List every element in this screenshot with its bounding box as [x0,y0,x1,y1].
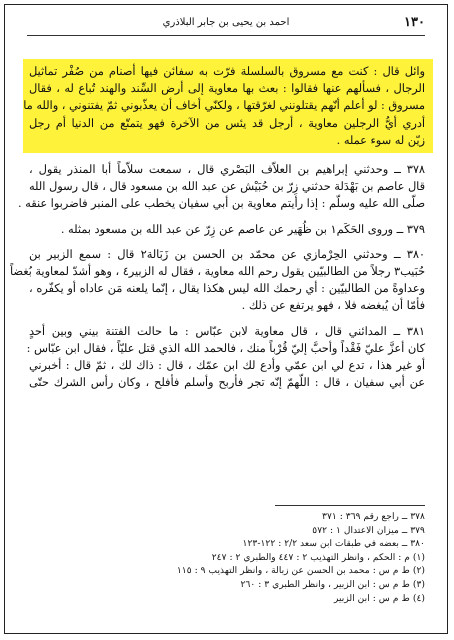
text-line: أو غير هذا ، تدع لي ابن عمّي وأدع لك ابن عمّك ، قال : ذاك لك ، ثمّ قال : أخبرني [29,359,425,373]
text-line: زيّن له سوء عمله . [336,133,425,147]
text-line: أدري أيُّ الرجلين معاوية ، أرجل قد يئس من الآخرة فهو يتمتّع من الدنيا أم رجل [29,116,425,130]
text-line: وائل قال : كنت مع مسروق بالسلسلة فرّت به سفائن فيها أصنام من صُفْر تماثيل [29,65,425,78]
footnote: ٣٨٠ ــ بعضه في طبقات ابن سعد ٢/٢ : ١٢٢-١٢٣ [242,538,425,550]
paragraph-381 [26,323,425,392]
book-page [4,4,448,634]
running-title: احمد بن يحيى بن جابر البلاذري [162,17,290,28]
paragraph-378 [17,161,425,213]
footnote: (١) م : الحكم ، وانظر التهذيب ٢ : ٤٤٧ والطبري ٢ : ٢٤٧ [211,551,425,563]
text-line: قال عاصم بن بَهْدَلة حدثني زِرّ بن حُبَيْش عن عبد الله بن مسعود قال ، قال رسول الله [29,180,425,194]
text-line: كان أعزَّ عليّ فَقْداً وأحبَّ إليّ قُرْباً منك ، فالحمد الله الذي قتل عليّاً ، فقال ابن عبّاس : [26,341,425,355]
text-line: وعداوةً من الطالبيّين : أي رحمك الله ليس هكذا يقال ، إنّما يلعنه مَن عاداه أو يكفّره ، [29,282,425,296]
footnote: ٣٧٩ ــ ميزان الاعتدال ١ : ٥٧٢ [312,524,425,536]
paragraph-380 [9,246,425,315]
text-line: ٣٨٠ ــ وحدثني الحِرْمازي عن محمّد بن الحسن بن زَبَالة٢ قال : سمع الزبير بن [29,247,425,261]
text-line: حُبَيب٣ رجلاً من الطالبيّين يقول رحم الله معاوية ، فقال له الزبير٤ ، وهو أشدّ لمعاوية بُغضاً [9,265,425,279]
text-line: صلّى الله عليه وسلّم : إذا رأيتم معاوية بن أبي سفيان يخطب على المنبر فاضربوا عنقه . [17,197,425,211]
header-rule [27,35,425,36]
footnote: ٣٧٨ ــ راجع رقم ٣٦٩ : ٣٧١ [322,511,425,522]
text-line: مسروق : لو أعلم أنّهم يقتلونني لغرّقتها ، ولكنّي أخاف أن يعذّبوني ثمّ يفتنوني ، والله ما [23,99,425,113]
footnote: (٢) ط م س : محمد بن الحسن عن زبالة ، وانظر التهذيب ٩ : ١١٥ [176,565,425,577]
highlighted-paragraph [23,59,433,153]
page-body [9,59,425,391]
text-line: عن أبي سفيان ، قال : اللّهمّ إنّه تجر فأربح وأسلم فأفلح ، وكان رأس الشرك حتّى [29,376,425,390]
text-line: ٣٧٨ ــ وحدثني إبراهيم بن العلاّف البَصْري قال ، سمعت سلاّماً أبا المنذر يقول ، [29,163,425,177]
page-number: ١٣٠ [404,15,425,30]
text-line: ٣٨١ ــ المدائني قال ، قال معاوية لابن عبّاس : ما حالت الفتنة بيني وبين أحدٍ [29,324,425,338]
text-line: فأمّا أن يُبغضه فلا ، فهو يرتفع عن ذلك . [241,299,425,313]
text-line: الرجال ، فسألهم عنها فقالوا : بعث بها معاوية إلى أرض السِّند والهند تُباع له ، فقال [29,82,425,96]
footnotes [29,505,425,605]
page-header [27,13,425,35]
footnote: (٤) ط م س : ابن الزبير [333,592,425,604]
footnote: (٣) ط م س : ابن الزبير ، وانظر الطبري ٣ : ٢٦٠ [240,578,425,590]
text-line: ٣٧٩ ــ وروى الحَكَم١ بن ظُهَير عن عاصم عن زِرّ عن عبد الله بن مسعود بمثله . [60,222,425,236]
footnote-rule [275,505,425,506]
paragraph-379 [29,221,425,238]
